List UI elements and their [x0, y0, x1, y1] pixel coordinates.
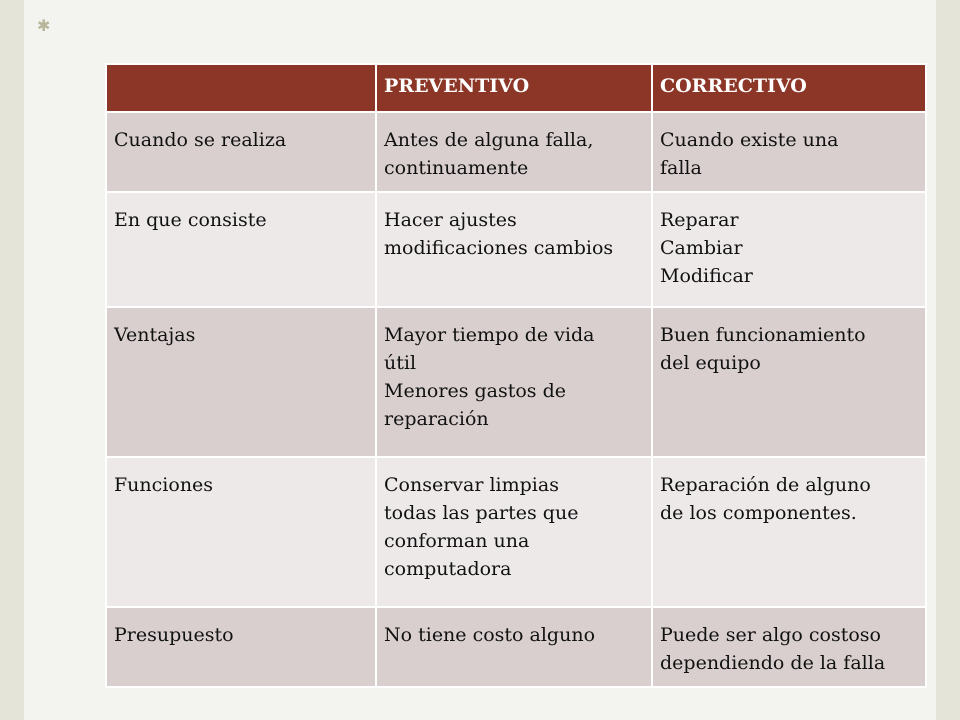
row-label: Funciones [106, 457, 376, 607]
table-row [106, 192, 926, 307]
table-row [106, 307, 926, 457]
cell-line: Conservar limpias [384, 474, 559, 496]
table-row [106, 607, 926, 687]
preventivo-cell [376, 457, 652, 607]
header-correctivo: CORRECTIVO [652, 64, 926, 112]
correctivo-cell [652, 457, 926, 607]
table-row [106, 457, 926, 607]
cell-line: del equipo [660, 352, 761, 374]
cell-line: útil [384, 352, 417, 374]
cell-line: conforman una [384, 530, 530, 552]
cell-line: Cambiar [660, 237, 743, 259]
table-row [106, 112, 926, 192]
correctivo-cell [652, 112, 926, 192]
cell-line: Cuando existe una [660, 129, 839, 151]
cell-line: Menores gastos de [384, 380, 567, 402]
slide [24, 0, 936, 720]
correctivo-cell [652, 192, 926, 307]
cell-line: falla [660, 157, 702, 179]
cell-line: dependiendo de la falla [660, 652, 886, 674]
preventivo-cell [376, 607, 652, 687]
preventivo-cell [376, 307, 652, 457]
cell-line: Antes de alguna falla, [384, 129, 594, 151]
header-empty-cell [106, 64, 376, 112]
cell-line: computadora [384, 558, 512, 580]
cell-line: Hacer ajustes [384, 209, 517, 231]
cell-line: Puede ser algo costoso [660, 624, 881, 646]
row-label: Ventajas [106, 307, 376, 457]
cell-line: continuamente [384, 157, 529, 179]
cell-line: Buen funcionamiento [660, 324, 866, 346]
preventivo-cell [376, 192, 652, 307]
row-label: En que consiste [106, 192, 376, 307]
cell-line: Reparar [660, 209, 739, 231]
cell-line: Modificar [660, 265, 753, 287]
star-bullet-icon: ✱ [37, 16, 51, 35]
cell-line: todas las partes que [384, 502, 579, 524]
row-label: Cuando se realiza [106, 112, 376, 192]
cell-line: reparación [384, 408, 489, 430]
cell-line: No tiene costo alguno [384, 624, 596, 646]
row-label: Presupuesto [106, 607, 376, 687]
cell-line: Reparación de alguno [660, 474, 871, 496]
preventivo-cell [376, 112, 652, 192]
correctivo-cell [652, 607, 926, 687]
table-header-row [106, 64, 926, 112]
comparison-table [105, 63, 927, 688]
header-preventivo: PREVENTIVO [376, 64, 652, 112]
cell-line: de los componentes. [660, 502, 857, 524]
correctivo-cell [652, 307, 926, 457]
cell-line: Mayor tiempo de vida [384, 324, 595, 346]
cell-line: modificaciones cambios [384, 237, 614, 259]
